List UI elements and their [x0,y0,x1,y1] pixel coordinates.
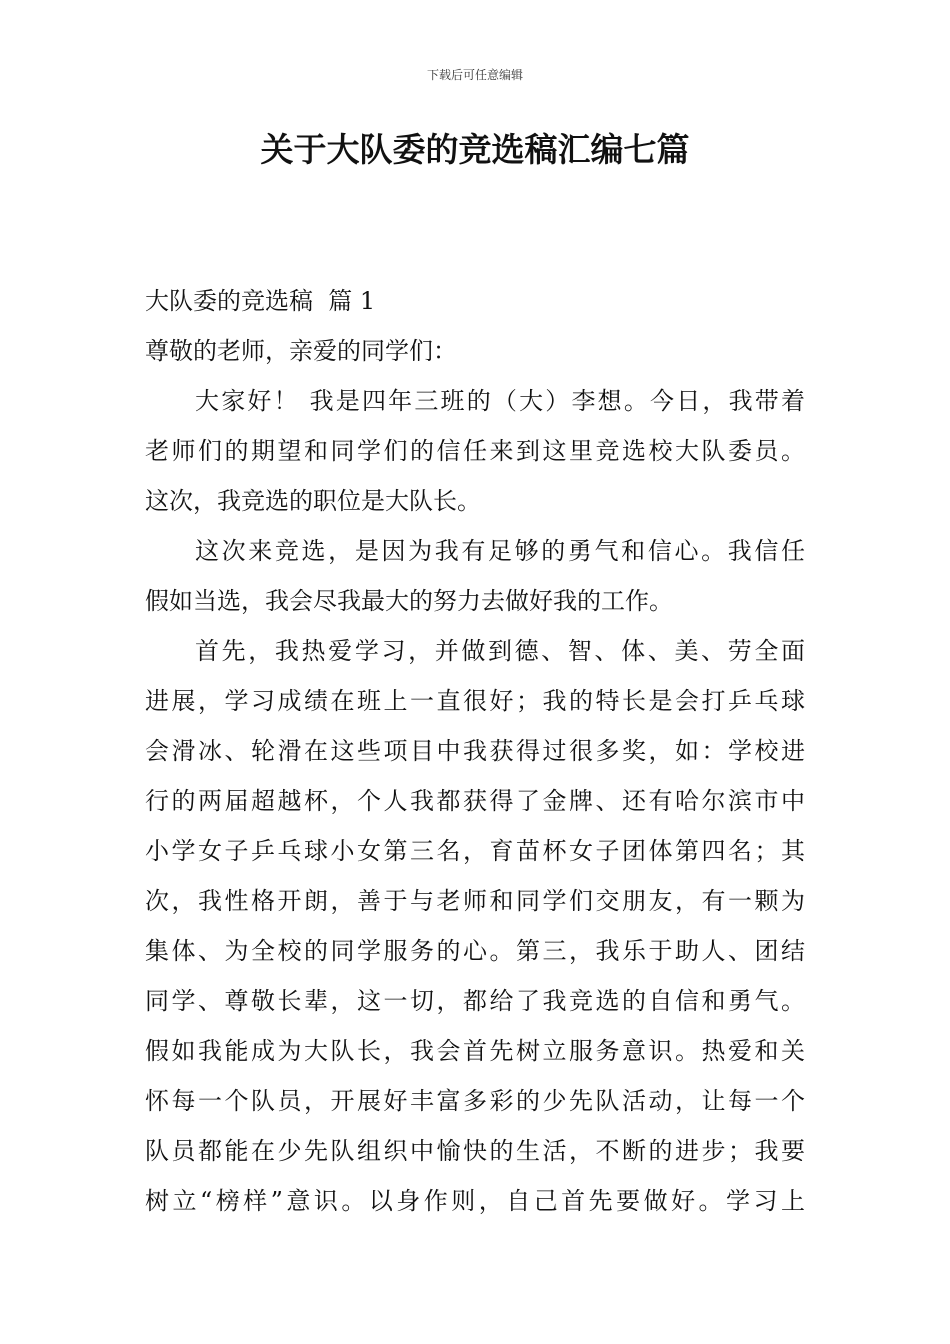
body-line: 这次，我竞选的职位是大队长。 [145,487,481,515]
body-line: 集体、为全校的同学服务的心。第三，我乐于助人、团结 [145,937,805,965]
section-heading: 大队委的竞选稿 篇 1 [145,287,376,315]
body-line: 怀每一个队员，开展好丰富多彩的少先队活动，让每一个 [145,1087,805,1115]
document-body [145,276,805,1226]
body-line: 老师们的期望和同学们的信任来到这里竞选校大队委员。 [145,437,805,465]
body-line: 小学女子乒乓球小女第三名，育苗杯女子团体第四名；其 [145,837,805,865]
body-line: 次，我性格开朗，善于与老师和同学们交朋友，有一颗为 [145,887,805,915]
body-line: 进展，学习成绩在班上一直很好；我的特长是会打乒乓球 [145,687,805,715]
salutation: 尊敬的老师，亲爱的同学们： [145,337,457,365]
body-line: 假如当选，我会尽我最大的努力去做好我的工作。 [145,587,673,615]
header-note: 下载后可任意编辑 [426,68,523,82]
document-title: 关于大队委的竞选稿汇编七篇 [260,130,690,169]
body-line: 行的两届超越杯，个人我都获得了金牌、还有哈尔滨市中 [145,787,805,815]
body-line: 这次来竞选，是因为我有足够的勇气和信心。我信任 [195,537,805,565]
body-line: 队员都能在少先队组织中愉快的生活，不断的进步；我要 [145,1137,805,1165]
paragraph-lines [145,376,805,1226]
body-line: 假如我能成为大队长，我会首先树立服务意识。热爱和关 [145,1037,805,1065]
body-line: 会滑冰、轮滑在这些项目中我获得过很多奖，如：学校进 [145,737,805,765]
body-line: 树立“榜样”意识。以身作则，自己首先要做好。学习上 [145,1187,805,1215]
body-line: 同学、尊敬长辈，这一切，都给了我竞选的自信和勇气。 [145,987,805,1015]
body-line: 大家好！ 我是四年三班的（大）李想。今日，我带着 [195,387,805,415]
body-line: 首先，我热爱学习，并做到德、智、体、美、劳全面 [195,637,805,665]
